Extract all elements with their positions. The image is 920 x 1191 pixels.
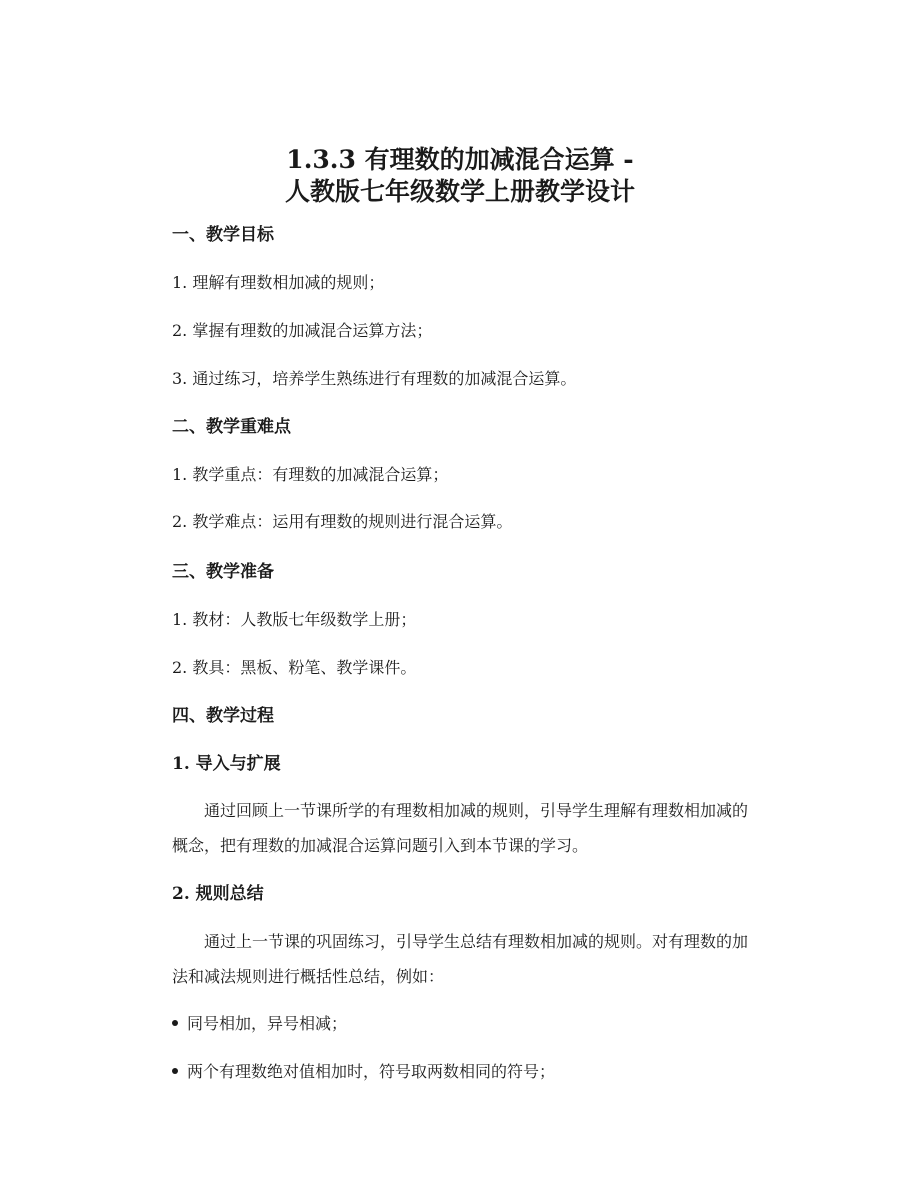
key-point-item: 1. 教学重点：有理数的加减混合运算； <box>172 465 449 484</box>
document-title-line-1: 1.3.3 有理数的加减混合运算 - <box>286 145 634 174</box>
preparation-item: 1. 教材：人教版七年级数学上册； <box>172 610 417 629</box>
bullet-text: 两个有理数绝对值相加时，符号取两数相同的符号； <box>187 1062 556 1081</box>
bullet-icon <box>172 1020 178 1026</box>
key-point-item: 2. 教学难点：运用有理数的规则进行混合运算。 <box>172 512 513 531</box>
objective-item: 2. 掌握有理数的加减混合运算方法； <box>172 321 433 340</box>
subsection-heading-intro: 1. 导入与扩展 <box>172 754 281 774</box>
list-item <box>172 1013 347 1035</box>
objective-item: 3. 通过练习，培养学生熟练进行有理数的加减混合运算。 <box>172 369 577 388</box>
bullet-icon <box>172 1068 178 1074</box>
intro-paragraph: 通过回顾上一节课所学的有理数相加减的规则，引导学生理解有理数相加减的概念，把有理数的加减混合运算问题引入到本节课的学习。 <box>172 801 749 855</box>
objective-item: 1. 理解有理数相加减的规则； <box>172 273 385 292</box>
section-heading-key-points: 二、教学重难点 <box>172 417 291 437</box>
rules-paragraph: 通过上一节课的巩固练习，引导学生总结有理数相加减的规则。对有理数的加法和减法规则进行概括性总结，例如： <box>172 932 749 986</box>
list-item <box>172 1061 555 1083</box>
document-title-line-2: 人教版七年级数学上册教学设计 <box>284 177 635 206</box>
section-heading-objectives: 一、教学目标 <box>172 225 274 245</box>
section-heading-process: 四、教学过程 <box>172 706 274 726</box>
bullet-text: 同号相加，异号相减； <box>187 1014 348 1033</box>
section-heading-preparation: 三、教学准备 <box>172 562 274 582</box>
subsection-heading-rules: 2. 规则总结 <box>172 884 264 904</box>
preparation-item: 2. 教具：黑板、粉笔、教学课件。 <box>172 658 417 677</box>
